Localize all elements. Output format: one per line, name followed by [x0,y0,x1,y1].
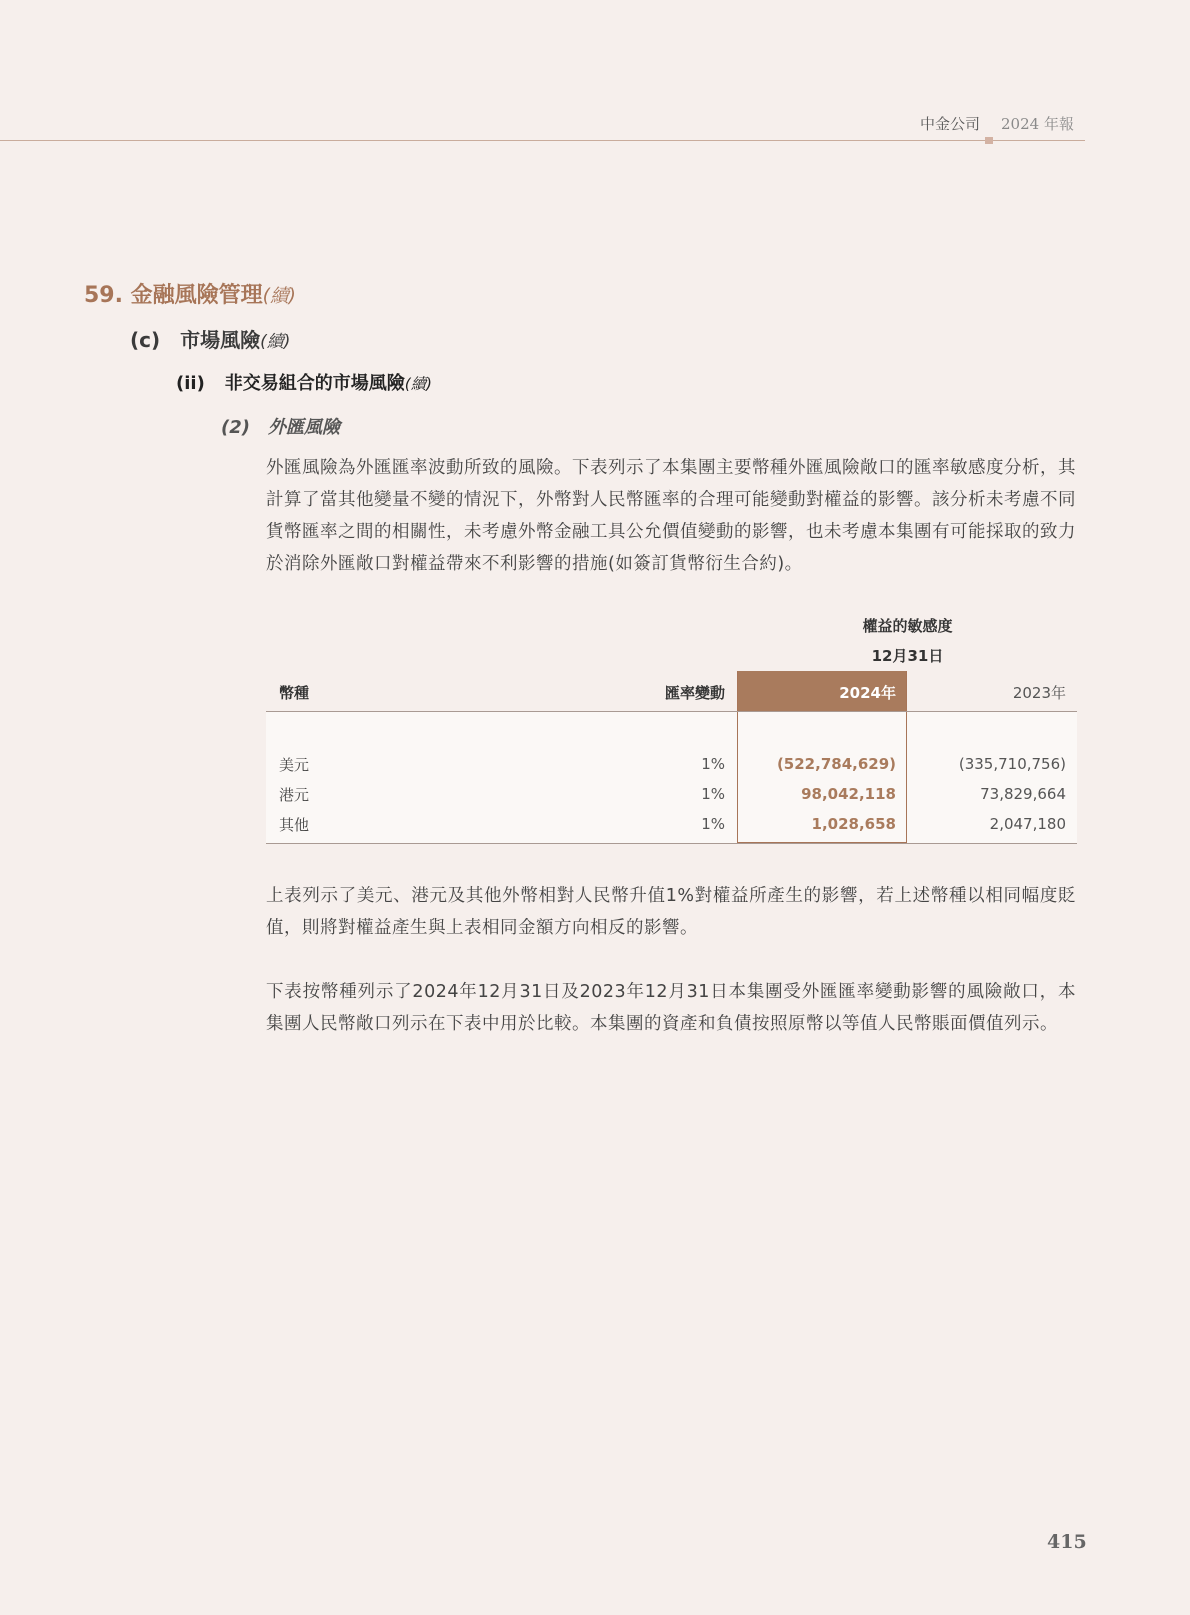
cell-2023: 73,829,664 [980,785,1066,803]
subsubsection-continued: (續) [404,375,433,393]
cell-rate-change: 1% [701,785,725,803]
exposure-paragraph: 下表按幣種列示了2024年12月31日及2023年12月31日本集團受外匯匯率變動影響的風險敞口，本集團人民幣敞口列示在下表中用於比較。本集團的資產和負債按照原幣以等值人民幣賬面價值列示。 [266,982,1076,1034]
cell-2024: (522,784,629) [776,755,896,773]
table-group-date: 12月31日 [871,647,944,665]
topic-number: (2) [221,417,250,438]
col-header-2023: 2023年 [1012,684,1066,702]
header-report-year: 2024 年報 [1001,115,1074,133]
cell-2024: 98,042,118 [801,785,896,803]
subsection-heading [130,324,290,353]
subsubsection-heading [176,369,432,395]
cell-currency: 港元 [279,786,310,804]
header-marker [985,137,993,144]
subsection-number: (c) [130,328,161,352]
table-group-title: 權益的敏感度 [862,617,953,635]
section-heading [84,278,296,309]
subsubsection-title: 非交易組合的市場風險 [224,373,405,394]
cell-2023: (335,710,756) [958,755,1066,773]
header-rule [0,140,1085,141]
cell-currency: 其他 [279,816,310,834]
topic-title: 外匯風險 [267,417,340,438]
cell-2023: 2,047,180 [989,815,1066,833]
section-continued: (續) [262,286,296,307]
page-number: 415 [1047,1531,1087,1553]
cell-2024: 1,028,658 [811,815,896,833]
cell-rate-change: 1% [701,815,725,833]
table-body-background [266,711,1077,843]
section-title: 金融風險管理 [130,283,263,308]
col-header-2024: 2024年 [839,684,896,702]
cell-currency: 美元 [279,756,310,774]
table-header-rule [266,711,1077,712]
col-header-currency: 幣種 [279,684,310,702]
subsection-continued: (續) [260,332,291,352]
subsection-title: 市場風險 [180,328,261,352]
explanation-paragraph: 上表列示了美元、港元及其他外幣相對人民幣升值1%對權益所產生的影響，若上述幣種以相同幅度貶值，則將對權益產生與上表相同金額方向相反的影響。 [266,886,1076,938]
intro-paragraph: 外匯風險為外匯匯率波動所致的風險。下表列示了本集團主要幣種外匯風險敞口的匯率敏感度分析，其計算了當其他變量不變的情況下，外幣對人民幣匯率的合理可能變動對權益的影響。該分析未考慮不同貨幣匯率之間的相關性，未考慮外幣金融工具公允價值變動的影響，也未考慮本集團有可能採取的致力於消除外匯敞口對權益帶來不利影響的措施(如簽訂貨幣衍生合約)。 [266,458,1076,574]
table-bottom-rule [266,843,1077,844]
topic-heading [221,413,340,439]
cell-rate-change: 1% [701,755,725,773]
col-header-rate-change: 匯率變動 [664,684,725,702]
section-number: 59. [84,283,123,308]
header-company: 中金公司 [920,115,981,133]
subsubsection-number: (ii) [176,373,205,394]
